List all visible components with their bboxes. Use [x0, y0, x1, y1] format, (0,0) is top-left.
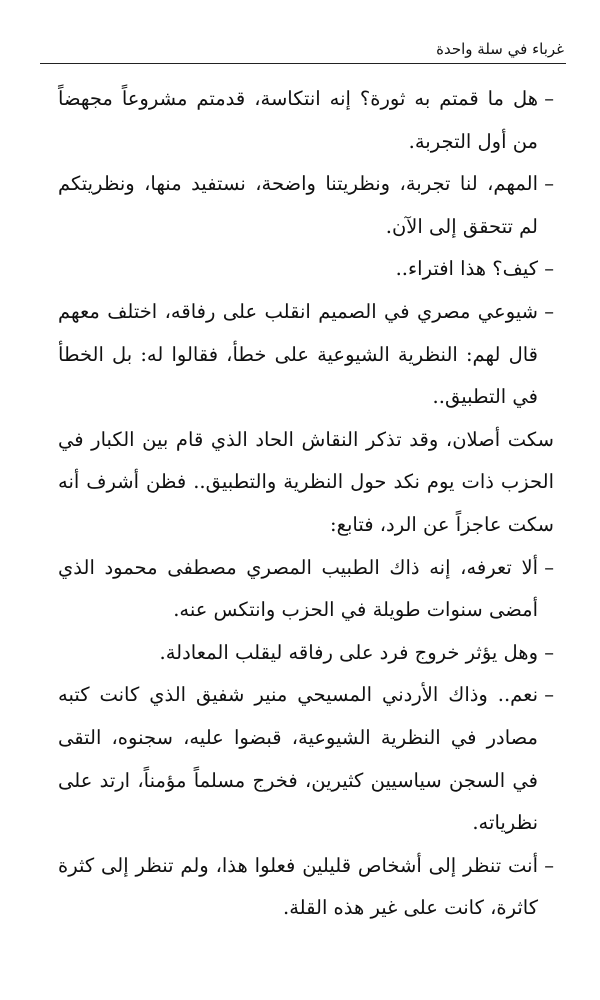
dialogue-dash: –	[544, 172, 554, 196]
dialogue-paragraph	[58, 674, 554, 844]
paragraph-text: هل ما قمتم به ثورة؟ إنه انتكاسة، قدمتم مشروعاً مجهضاً من أول التجربة.	[58, 87, 538, 153]
paragraph-text: ألا تعرفه، إنه ذاك الطبيب المصري مصطفى محمود الذي أمضى سنوات طويلة في الحزب وانتكس عنه.	[58, 555, 538, 622]
dialogue-dash: –	[544, 555, 554, 579]
page-body	[58, 78, 554, 930]
dialogue-paragraph	[58, 547, 554, 632]
dialogue-paragraph	[58, 632, 554, 675]
dialogue-dash: –	[544, 299, 554, 323]
dialogue-dash: –	[544, 87, 554, 110]
dialogue-paragraph	[58, 845, 554, 930]
narration-paragraph	[58, 419, 554, 547]
paragraph-text: سكت أصلان، وقد تذكر النقاش الحاد الذي قام بين الكبار في الحزب ذات يوم نكد حول النظرية والتطبيق.. فظن أشرف أنه سكت عاجزاً عن الرد، فتابع:	[58, 427, 554, 536]
paragraph-text: كيف؟ هذا افتراء..	[395, 257, 538, 281]
dialogue-dash: –	[544, 683, 554, 707]
dialogue-paragraph	[58, 78, 554, 163]
paragraph-text: نعم.. وذاك الأردني المسيحي منير شفيق الذي كانت كتبه مصادر في النظرية الشيوعية، قبضوا عليه، سجنوه، التقى في السجن سياسيين كثيرين، فخرج مسلماً مؤمناً، ارتد على نظرياته.	[58, 683, 538, 835]
header-divider	[40, 63, 566, 64]
paragraph-text: أنت تنظر إلى أشخاص قليلين فعلوا هذا، ولم تنظر إلى كثرة كاثرة، كانت على غير هذه القلة.	[58, 853, 538, 920]
dialogue-paragraph	[58, 248, 554, 291]
dialogue-paragraph	[58, 163, 554, 248]
paragraph-text: المهم، لنا تجربة، ونظريتنا واضحة، نستفيد منها، ونظريتكم لم تتحقق إلى الآن.	[58, 172, 538, 238]
dialogue-paragraph	[58, 291, 554, 419]
dialogue-dash: –	[544, 257, 554, 281]
paragraph-text: وهل يؤثر خروج فرد على رفاقه ليقلب المعادلة.	[159, 640, 538, 664]
dialogue-dash: –	[544, 853, 554, 877]
running-header-title: غرباء في سلة واحدة	[436, 40, 564, 58]
dialogue-dash: –	[544, 640, 554, 664]
paragraph-text: شيوعي مصري في الصميم انقلب على رفاقه، اختلف معهم قال لهم: النظرية الشيوعية على خطأ، فقالوا له: بل الخطأ في التطبيق..	[58, 299, 538, 409]
